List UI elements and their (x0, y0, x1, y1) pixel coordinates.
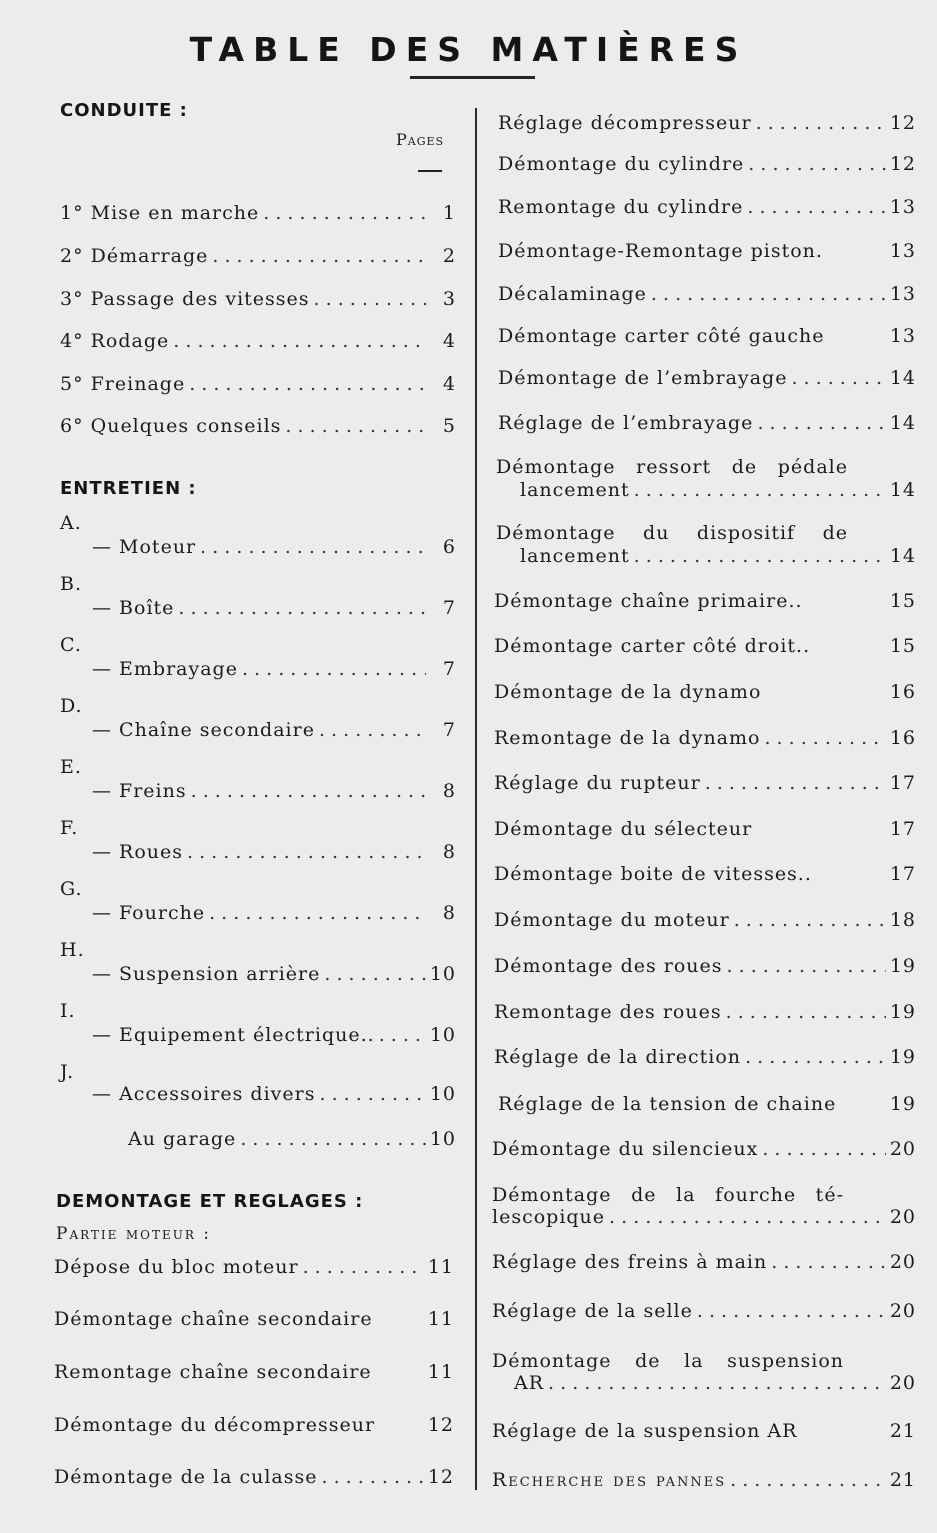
toc-entry-page: 17 (889, 863, 916, 885)
toc-entry-label-cont: lancement (520, 545, 630, 567)
demontage-heading: DEMONTAGE ET REGLAGES : (56, 1191, 364, 1212)
entretien-letter: C. (60, 634, 82, 656)
toc-entry[interactable] (92, 1024, 456, 1046)
toc-entry-label: Démontage du décompresseur (54, 1414, 376, 1436)
toc-entry-page: 14 (889, 367, 916, 389)
toc-entry-label: Démontage boite de vitesses.. (494, 863, 812, 885)
toc-entry-page: 16 (889, 681, 916, 703)
toc-entry-wrapped[interactable] (492, 1350, 844, 1372)
toc-entry[interactable] (494, 772, 916, 794)
leader-dots (634, 545, 886, 567)
conduite-heading: CONDUITE : (60, 100, 188, 121)
toc-entry-label: Démontage carter côté gauche (498, 325, 825, 347)
toc-entry[interactable] (498, 196, 916, 218)
leader-dots (319, 1083, 425, 1105)
toc-entry-label: Remontage du cylindre (498, 196, 744, 218)
toc-entry[interactable] (494, 727, 916, 749)
toc-entry-label-cont: lancement (520, 479, 630, 501)
toc-entry-page: 17 (889, 772, 916, 794)
toc-entry-page: 20 (889, 1300, 916, 1322)
toc-entry[interactable] (498, 153, 916, 175)
toc-entry[interactable] (498, 325, 916, 347)
toc-entry-page: 21 (889, 1420, 916, 1442)
leader-dots (173, 330, 426, 352)
toc-entry-page: 7 (442, 719, 456, 741)
toc-entry-page: 8 (442, 902, 456, 924)
toc-entry[interactable] (498, 240, 916, 262)
toc-entry[interactable] (54, 1256, 454, 1278)
toc-entry[interactable] (92, 902, 456, 924)
leader-dots (634, 479, 886, 501)
toc-entry-label: Démontage de la suspension (492, 1350, 844, 1372)
leader-dots (756, 112, 886, 134)
toc-entry[interactable] (92, 1083, 456, 1105)
toc-entry[interactable] (54, 1466, 454, 1488)
toc-entry-label: Démontage du dispositif de (496, 522, 848, 544)
toc-entry[interactable] (60, 245, 456, 267)
toc-entry[interactable] (60, 415, 456, 437)
toc-entry[interactable] (494, 1046, 916, 1068)
toc-entry-continuation[interactable] (492, 1206, 916, 1228)
toc-entry-page: 11 (427, 1361, 454, 1383)
toc-entry-page: 20 (889, 1372, 916, 1394)
leader-dots (730, 1469, 886, 1491)
toc-entry[interactable] (92, 780, 456, 802)
toc-entry-continuation[interactable] (520, 479, 916, 501)
toc-entry-page: 11 (427, 1308, 454, 1330)
toc-entry-label: Démontage chaîne secondaire (54, 1308, 373, 1330)
toc-entry-label-cont: lescopique (492, 1206, 606, 1228)
toc-entry[interactable] (494, 590, 916, 612)
toc-entry-page: 2 (442, 245, 456, 267)
toc-entry-label: Réglage décompresseur (498, 112, 752, 134)
toc-entry-page: 21 (889, 1469, 916, 1491)
toc-entry[interactable] (92, 658, 456, 680)
leader-dots (240, 1128, 426, 1150)
toc-entry[interactable] (92, 963, 456, 985)
partie-moteur-subheading: Partie moteur : (56, 1224, 212, 1244)
right-column (480, 0, 937, 1533)
leader-dots (705, 772, 886, 794)
leader-dots (748, 153, 886, 175)
toc-entry[interactable] (60, 330, 456, 352)
toc-entry-label: Décalaminage (498, 283, 647, 305)
toc-entry-label: Réglage de l’embrayage (498, 412, 754, 434)
toc-entry-label: — Roues (92, 841, 184, 863)
toc-entry-page: 13 (889, 240, 916, 262)
toc-entry-label: — Fourche (92, 902, 206, 924)
toc-entry-label: Au garage (128, 1128, 237, 1150)
toc-entry[interactable] (498, 1093, 916, 1115)
leader-dots (762, 1138, 885, 1160)
toc-entry[interactable] (128, 1128, 456, 1150)
toc-entry-page: 6 (442, 536, 456, 558)
toc-entry-page: 13 (889, 283, 916, 305)
toc-entry-page: 13 (889, 325, 916, 347)
leader-dots (791, 367, 885, 389)
toc-entry-page: 12 (889, 112, 916, 134)
toc-entry-label: — Boîte (92, 597, 175, 619)
leader-dots (324, 963, 425, 985)
toc-entry-label: 2° Démarrage (60, 245, 209, 267)
toc-entry-label: Démontage du sélecteur (494, 818, 753, 840)
toc-entry-page: 13 (889, 196, 916, 218)
toc-entry-wrapped[interactable] (496, 522, 848, 544)
toc-entry[interactable] (54, 1414, 454, 1436)
toc-entry-label: Réglage de la suspension AR (492, 1420, 798, 1442)
leader-dots (322, 1466, 424, 1488)
leader-dots (747, 196, 885, 218)
toc-entry-label: Démontage-Remontage piston. (498, 240, 823, 262)
toc-entry-page: 10 (429, 963, 456, 985)
toc-entry-page: 3 (442, 288, 456, 310)
leader-dots (319, 719, 426, 741)
toc-entry[interactable] (494, 955, 916, 977)
toc-entry-continuation[interactable] (520, 545, 916, 567)
toc-entry-page: 10 (429, 1024, 456, 1046)
toc-entry-label: Démontage de l’embrayage (498, 367, 788, 389)
toc-entry-label: Démontage du silencieux (492, 1138, 759, 1160)
leader-dots (285, 415, 426, 437)
toc-entry-page: 19 (889, 955, 916, 977)
toc-entry-label: — Embrayage (92, 658, 238, 680)
toc-entry-page: 8 (442, 780, 456, 802)
toc-entry[interactable] (498, 112, 916, 134)
leader-dots (191, 780, 426, 802)
leader-dots (757, 412, 885, 434)
leader-dots (314, 288, 426, 310)
toc-entry-page: 14 (889, 412, 916, 434)
toc-entry-label: — Freins (92, 780, 187, 802)
toc-entry[interactable] (60, 202, 456, 224)
toc-entry[interactable] (492, 1469, 916, 1491)
toc-entry[interactable] (92, 597, 456, 619)
leader-dots (548, 1372, 886, 1394)
toc-entry-page: 7 (442, 597, 456, 619)
entretien-heading: ENTRETIEN : (60, 478, 197, 499)
toc-entry-page: 12 (427, 1414, 454, 1436)
toc-entry-label: — Suspension arrière (92, 963, 321, 985)
toc-entry-label: Réglage de la selle (492, 1300, 693, 1322)
toc-entry-page: 4 (442, 330, 456, 352)
toc-entry-label: Réglage de la direction (494, 1046, 742, 1068)
toc-entry-page: 19 (889, 1046, 916, 1068)
leader-dots (745, 1046, 886, 1068)
toc-entry-page: 19 (889, 1001, 916, 1023)
toc-entry-page: 15 (889, 590, 916, 612)
toc-entry-page: 19 (889, 1093, 916, 1115)
toc-entry-label: — Chaîne secondaire (92, 719, 315, 741)
toc-entry-label: Démontage ressort de pédale (496, 456, 848, 478)
toc-entry-wrapped[interactable] (492, 1184, 844, 1206)
toc-entry[interactable] (492, 1251, 916, 1273)
toc-entry-label: Réglage de la tension de chaine (498, 1093, 837, 1115)
pages-label: Pages (396, 130, 445, 149)
leader-dots (764, 727, 885, 749)
toc-entry[interactable] (494, 909, 916, 931)
toc-entry-label: — Accessoires divers (92, 1083, 316, 1105)
page-title: TABLE DES MATIÈRES (189, 30, 748, 69)
toc-entry[interactable] (54, 1308, 454, 1330)
toc-entry-wrapped[interactable] (496, 456, 848, 478)
toc-entry[interactable] (494, 1001, 916, 1023)
toc-entry-page: 20 (889, 1251, 916, 1273)
toc-entry-page: 20 (889, 1138, 916, 1160)
toc-entry-label-cont: AR (514, 1372, 545, 1394)
toc-entry-page: 14 (889, 479, 916, 501)
toc-entry-label: Réglage des freins à main (492, 1251, 768, 1273)
toc-entry-page: 17 (889, 818, 916, 840)
toc-entry-page: 16 (889, 727, 916, 749)
leader-dots (734, 909, 886, 931)
entretien-letter: H. (60, 939, 85, 961)
leader-dots (726, 1001, 886, 1023)
toc-entry-label: Démontage carter côté droit.. (494, 635, 811, 657)
entretien-letter: E. (60, 756, 82, 778)
leader-dots (651, 283, 886, 305)
pages-dash (418, 170, 442, 172)
toc-entry[interactable] (92, 719, 456, 741)
toc-entry-page: 7 (442, 658, 456, 680)
toc-entry[interactable] (54, 1361, 454, 1383)
leader-dots (189, 373, 426, 395)
entretien-letter: A. (60, 512, 82, 534)
leader-dots (187, 841, 426, 863)
toc-entry[interactable] (494, 818, 916, 840)
entretien-letter: J. (60, 1061, 75, 1083)
toc-entry-page: 11 (427, 1256, 454, 1278)
toc-entry[interactable] (492, 1420, 916, 1442)
toc-entry-page: 12 (889, 153, 916, 175)
toc-entry[interactable] (92, 536, 456, 558)
entretien-letter: G. (60, 878, 83, 900)
toc-entry-label: Dépose du bloc moteur (54, 1256, 299, 1278)
toc-entry-page: 10 (429, 1083, 456, 1105)
toc-entry-page: 15 (889, 635, 916, 657)
toc-entry-label: Démontage de la dynamo (494, 681, 762, 703)
leader-dots (727, 955, 886, 977)
toc-entry[interactable] (92, 841, 456, 863)
toc-entry[interactable] (60, 288, 456, 310)
toc-entry[interactable] (60, 373, 456, 395)
leader-dots (212, 245, 426, 267)
toc-entry-label: 4° Rodage (60, 330, 170, 352)
toc-entry[interactable] (494, 635, 916, 657)
toc-entry-continuation[interactable] (514, 1372, 916, 1394)
column-divider (475, 108, 477, 1490)
leader-dots (209, 902, 426, 924)
toc-entry-label: Démontage de la fourche té- (492, 1184, 844, 1206)
entretien-letter: B. (60, 573, 83, 595)
toc-entry-label: Remontage chaîne secondaire (54, 1361, 372, 1383)
toc-entry[interactable] (498, 412, 916, 434)
toc-entry-label: — Moteur (92, 536, 197, 558)
toc-entry-label: — Equipement électrique.. (92, 1024, 375, 1046)
leader-dots (200, 536, 426, 558)
toc-entry-label: Démontage du cylindre (498, 153, 745, 175)
toc-entry-page: 4 (442, 373, 456, 395)
toc-entry-page: 1 (442, 202, 456, 224)
leader-dots (379, 1024, 426, 1046)
leader-dots (178, 597, 426, 619)
toc-entry-label: 1° Mise en marche (60, 202, 260, 224)
entretien-letter: D. (60, 695, 83, 717)
leader-dots (609, 1206, 886, 1228)
toc-entry-label: Remontage de la dynamo (494, 727, 761, 749)
toc-entry-page: 5 (442, 415, 456, 437)
toc-entry-page: 20 (889, 1206, 916, 1228)
toc-entry-label: Démontage des roues (494, 955, 723, 977)
toc-entry-page: 18 (889, 909, 916, 931)
toc-entry-label: Démontage chaîne primaire.. (494, 590, 803, 612)
toc-entry-label: 6° Quelques conseils (60, 415, 282, 437)
toc-entry[interactable] (498, 367, 916, 389)
toc-entry[interactable] (498, 283, 916, 305)
toc-entry-label: Réglage du rupteur (494, 772, 701, 794)
toc-entry-label: Démontage de la culasse (54, 1466, 318, 1488)
leader-dots (771, 1251, 886, 1273)
toc-entry-label: Recherche des pannes (492, 1469, 727, 1491)
entretien-letter: F. (60, 817, 79, 839)
toc-entry-page: 10 (429, 1128, 456, 1150)
leader-dots (303, 1256, 424, 1278)
toc-entry-page: 14 (889, 545, 916, 567)
toc-entry-label: Démontage du moteur (494, 909, 730, 931)
toc-entry-label: 5° Freinage (60, 373, 186, 395)
leader-dots (263, 202, 426, 224)
toc-entry-page: 12 (427, 1466, 454, 1488)
toc-entry-label: 3° Passage des vitesses (60, 288, 310, 310)
toc-entry[interactable] (492, 1138, 916, 1160)
toc-entry-page: 8 (442, 841, 456, 863)
leader-dots (242, 658, 426, 680)
leader-dots (697, 1300, 886, 1322)
toc-entry[interactable] (494, 681, 916, 703)
toc-entry[interactable] (492, 1300, 916, 1322)
entretien-letter: I. (60, 1000, 76, 1022)
toc-entry-label: Remontage des roues (494, 1001, 722, 1023)
toc-entry[interactable] (494, 863, 916, 885)
